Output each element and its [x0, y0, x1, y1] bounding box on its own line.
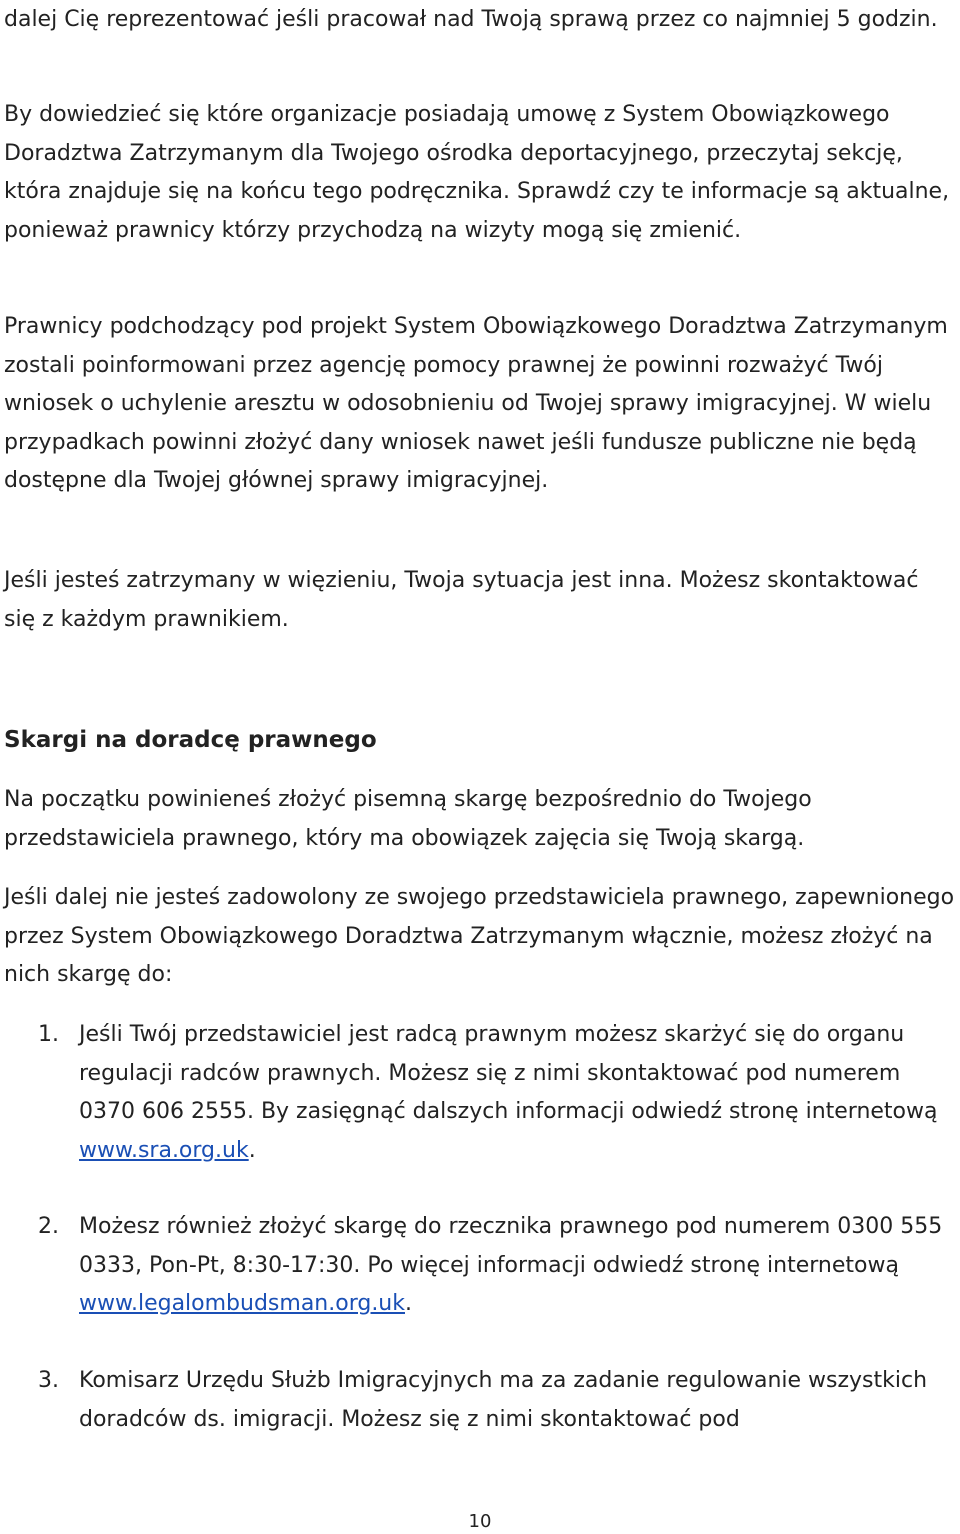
list-item-body: Jeśli Twój przedstawiciel jest radcą prawnym możesz skarżyć się do organu regulacji radców prawnych. Możesz się z nimi skontaktować pod numerem 0370 606 2555. By zasięgnąć dalszych informacji odwiedź stronę internetową — [79, 1022, 938, 1124]
list-item-text — [79, 1208, 957, 1324]
paragraph-complaint-first: Na początku powinieneś złożyć pisemną skargę bezpośrednio do Twojego przedstawiciela prawnego, który ma obowiązek zajęcia się Twoją skargą. — [4, 787, 812, 851]
list-item-punctuation: . — [405, 1291, 412, 1316]
paragraph-prison: Jeśli jesteś zatrzymany w więzieniu, Twoja sytuacja jest inna. Możesz skontaktować się z każdym prawnikiem. — [4, 568, 919, 632]
list-item-text: Komisarz Urzędu Służb Imigracyjnych ma za zadanie regulowanie wszystkich doradców ds. imigracji. Możesz się z nimi skontaktować pod — [79, 1368, 928, 1432]
paragraph-complaint-further: Jeśli dalej nie jesteś zadowolony ze swojego przedstawiciela prawnego, zapewnionego przez System Obowiązkowego Doradztwa Zatrzymanym włącznie, możesz złożyć na nich skargę do: — [4, 885, 955, 987]
list-number: 2. — [38, 1214, 59, 1239]
legalombudsman-website-link[interactable]: www.legalombudsman.org.uk — [79, 1291, 405, 1316]
list-number: 1. — [38, 1022, 59, 1047]
sra-website-link[interactable]: www.sra.org.uk — [79, 1137, 249, 1163]
page-number: 10 — [468, 1511, 492, 1532]
list-item-body: Możesz również złożyć skargę do rzecznika prawnego pod numerem 0300 555 0333, Pon-Pt, 8:30-17:30. Po więcej informacji odwiedź stronę internetową — [79, 1214, 943, 1278]
section-heading: Skargi na doradcę prawnego — [4, 727, 377, 753]
list-item-punctuation: . — [248, 1137, 256, 1163]
paragraph-continuation: dalej Cię reprezentować jeśli pracował nad Twoją sprawą przez co najmniej 5 godzin. — [4, 7, 938, 32]
paragraph-lawyers-bail: Prawnicy podchodzący pod projekt System Obowiązkowego Doradztwa Zatrzymanym zostali poinformowani przez agencję pomocy prawnej że powinni rozważyć Twój wniosek o uchylenie aresztu w odosobnieniu od Twojej sprawy imigracyjnej. W wielu przypadkach powinni złożyć dany wniosek nawet jeśli fundusze publiczne nie będą dostępne dla Twojej głównej sprawy imigracyjnej. — [4, 314, 948, 493]
paragraph-organizations: By dowiedzieć się które organizacje posiadają umowę z System Obowiązkowego Doradztwa Zatrzymanym dla Twojego ośrodka deportacyjnego, przeczytaj sekcję, która znajduje się na końcu tego podręcznika. Sprawdź czy te informacje są aktualne, ponieważ prawnicy którzy przychodzą na wizyty mogą się zmienić. — [4, 102, 950, 243]
list-number: 3. — [38, 1368, 59, 1393]
list-item-text — [79, 1016, 957, 1170]
